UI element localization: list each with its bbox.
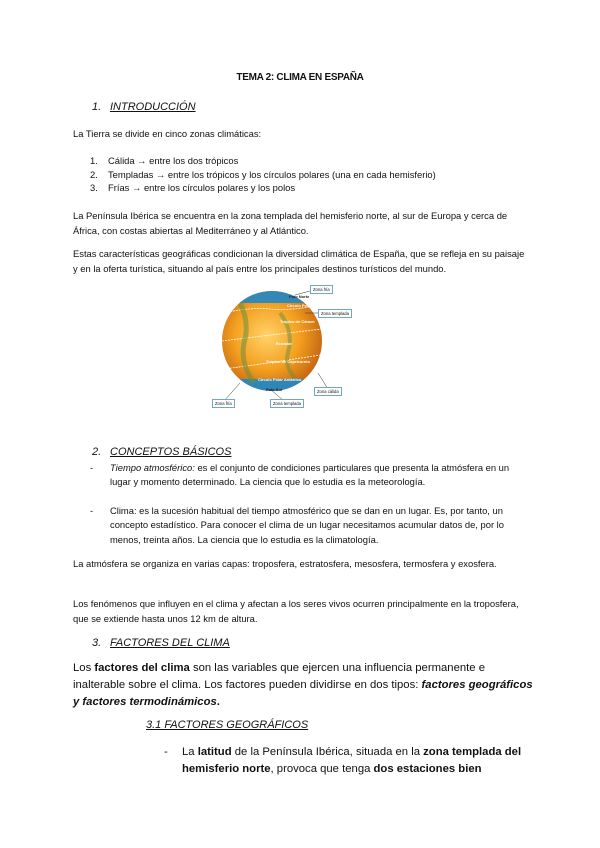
- concept-text: Clima: es la sucesión habitual del tiempo atmosférico que se dan en un lugar. Es, por tanto, un concepto estadístico. Para conocer el clima de un lugar necesitamos acumular datos de, por lo menos, treinta años. La ciencia que lo estudia es la climatología.: [110, 505, 504, 545]
- section-label: INTRODUCCIÓN: [110, 101, 196, 113]
- globe-label: Polo Sur: [266, 387, 283, 392]
- factores-paragraph: Los factores del clima son las variables que ejercen una influencia permanente e inalterable sobre el clima. Los factores pueden dividirse en dos tipos: factores geográficos y factores termodinámicos.: [73, 662, 533, 708]
- zone-tag: Zona templada: [270, 399, 304, 408]
- zone-tag: Zona fría: [212, 399, 235, 408]
- list-item: 3. Frías → entre los círculos polares y los polos: [90, 182, 296, 193]
- concept-term: Tiempo atmosférico:: [110, 462, 195, 473]
- atmosfera-paragraph: La atmósfera se organiza en varias capas: troposfera, estratosfera, mesosfera, termosfera y exosfera.: [73, 558, 497, 569]
- page-title: TEMA 2: CLIMA EN ESPAÑA: [236, 72, 364, 83]
- section-number: 2.: [92, 446, 102, 458]
- list-item: 2. Templadas → entre los trópicos y los círculos polares (una en cada hemisferio): [90, 168, 436, 180]
- concept-item: - Clima: es la sucesión habitual del tiempo atmosférico que se dan en un lugar. Es, por tanto, un concepto estadístico. Para conocer el clima de un lugar necesitamos acumular datos de, por lo menos, treinta años. La ciencia que lo estudia es la climatología.: [90, 504, 530, 547]
- concept-text: es el conjunto de condiciones particulares que presenta la atmósfera en un lugar y momento determinado. La ciencia que lo estudia es la meteorología.: [110, 462, 510, 488]
- zone-tag: Zona fría: [310, 285, 333, 294]
- section-heading-conceptos: [92, 446, 231, 458]
- list-item: 1. Cálida → entre los dos trópicos: [90, 155, 239, 166]
- zones-list: [90, 154, 530, 195]
- globe-label: Trópico de Cáncer: [280, 319, 315, 324]
- latitud-item: - La latitud de la Península Ibérica, situada en la zona templada del hemisferio norte, provoca que tenga dos estaciones bien: [164, 746, 522, 775]
- fenomenos-paragraph: Los fenómenos que influyen en el clima y afectan a los seres vivos ocurren principalmente en la troposfera, que se extiende hasta unos 12 km de altura.: [73, 598, 519, 624]
- intro-paragraph: La Tierra se divide en cinco zonas climáticas:: [73, 128, 262, 139]
- globe-label: Ecuador: [276, 341, 293, 346]
- section-number: 3.: [92, 637, 102, 649]
- concept-item: - Tiempo atmosférico: es el conjunto de condiciones particulares que presenta la atmósfera en un lugar y momento determinado. La ciencia que lo estudia es la meteorología.: [90, 462, 510, 488]
- section-label: FACTORES DEL CLIMA: [110, 637, 230, 649]
- peninsula-paragraph: La Península Ibérica se encuentra en la zona templada del hemisferio norte, al sur de Europa y cerca de África, con costas abiertas al Mediterráneo y al Atlántico.: [73, 210, 508, 236]
- globe-label: Círculo Polar Ártico: [287, 303, 325, 308]
- section-number: 1.: [92, 101, 102, 113]
- globe-label: Polo Norte: [289, 294, 310, 299]
- section-heading-introduccion: [92, 101, 196, 113]
- section-heading-factores: [92, 637, 230, 649]
- climate-zones-figure: [210, 283, 360, 410]
- zone-tag: Zona templada: [318, 309, 352, 318]
- subsection-heading-geograficos: 3.1 FACTORES GEOGRÁFICOS: [146, 719, 309, 731]
- globe-label: Círculo Polar Antártico: [258, 377, 302, 382]
- zone-tag: Zona cálida: [314, 387, 342, 396]
- section-label: CONCEPTOS BÁSICOS: [110, 446, 232, 458]
- caracteristicas-paragraph: Estas características geográficas condicionan la diversidad climática de España, que se refleja en su paisaje y en la oferta turística, situando al país entre los principales destinos turísticos del mundo.: [73, 248, 525, 274]
- globe-label: Trópico de Capricornio: [266, 359, 310, 364]
